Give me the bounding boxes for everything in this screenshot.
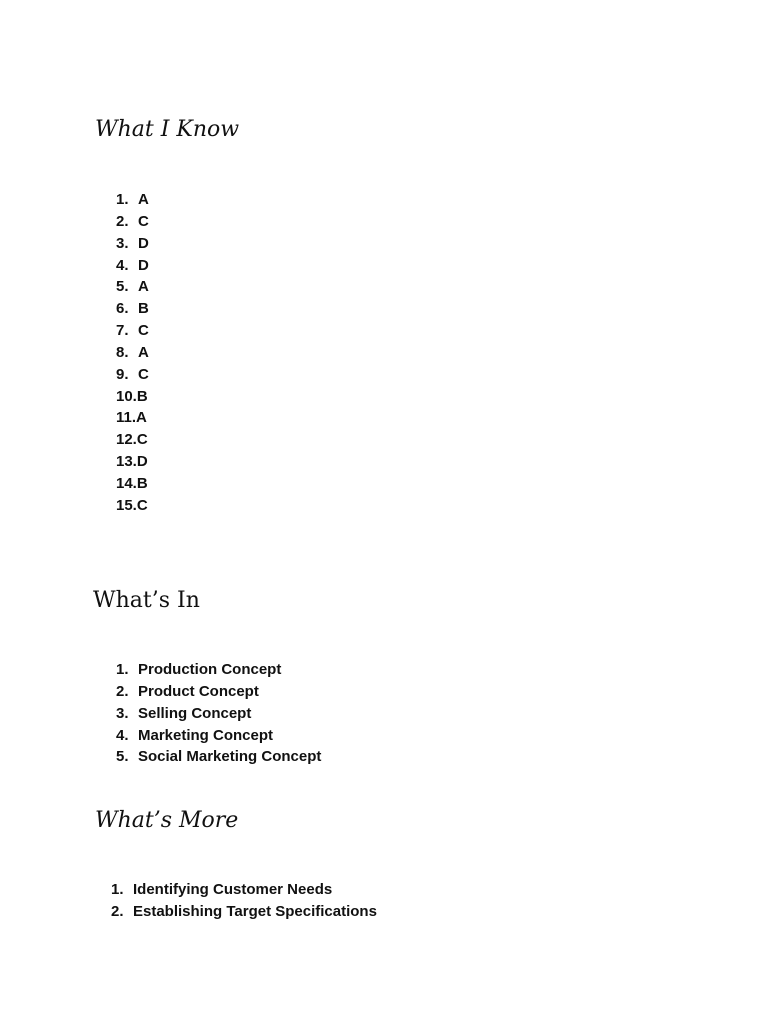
item-answer: B [136,387,148,405]
item-answer: Identifying Customer Needs [133,881,333,898]
item-number: 2. [116,212,129,230]
item-number: 11. [116,409,137,427]
item-answer: C [136,431,148,449]
list-item [116,255,149,277]
item-number: 1. [111,881,124,898]
item-number: 2. [111,902,124,920]
item-answer: B [136,474,148,492]
list-item [116,495,149,517]
whats-more-heading: What’s More [95,808,239,833]
item-answer: Establishing Target Specifications [133,902,377,920]
whats-in-concept-list [116,659,321,768]
item-number: 4. [116,726,129,744]
list-item [116,233,149,255]
item-answer: B [138,300,149,318]
list-item [116,386,149,408]
list-item [116,473,149,495]
item-answer: Production Concept [138,661,282,678]
item-answer: Product Concept [138,682,259,700]
list-item [111,879,377,901]
list-item [116,429,149,451]
whats-in-heading: What’s In [93,588,200,613]
item-number: 10. [116,387,137,405]
item-number: 13. [116,453,137,471]
item-number: 7. [116,322,129,340]
list-item [116,746,321,768]
list-item [116,681,321,703]
item-number: 3. [116,234,129,252]
item-answer: A [136,409,147,427]
item-answer: Social Marketing Concept [138,748,322,766]
list-item [116,725,321,747]
item-answer: A [138,191,149,208]
item-number: 15. [116,496,137,514]
item-answer: D [138,234,149,252]
item-answer: Selling Concept [138,704,252,722]
item-number: 3. [116,704,129,722]
what-i-know-answer-list [116,189,149,517]
item-number: 14. [116,474,137,492]
item-number: 5. [116,748,129,766]
item-number: 4. [116,256,129,274]
item-answer: A [138,278,149,296]
item-number: 2. [116,682,129,700]
item-number: 5. [116,278,129,296]
list-item [116,407,149,429]
list-item [111,901,377,923]
item-number: 9. [116,365,129,383]
item-answer: D [136,453,148,471]
item-number: 1. [116,661,129,678]
list-item [116,211,149,233]
list-item [116,342,149,364]
item-answer: Marketing Concept [138,726,274,744]
item-answer: C [138,212,149,230]
item-answer: C [136,496,148,514]
list-item [116,189,149,211]
whats-more-step-list [111,879,377,923]
list-item [116,659,321,681]
list-item [116,364,149,386]
list-item [116,276,149,298]
list-item [116,298,149,320]
item-answer: C [138,365,149,383]
list-item [116,320,149,342]
what-i-know-heading: What I Know [95,117,240,142]
item-answer: D [138,256,149,274]
list-item [116,703,321,725]
item-answer: A [138,343,149,361]
item-number: 1. [116,191,129,208]
list-item [116,451,149,473]
item-number: 12. [116,431,137,449]
item-number: 8. [116,343,129,361]
item-answer: C [138,322,149,340]
item-number: 6. [116,300,129,318]
